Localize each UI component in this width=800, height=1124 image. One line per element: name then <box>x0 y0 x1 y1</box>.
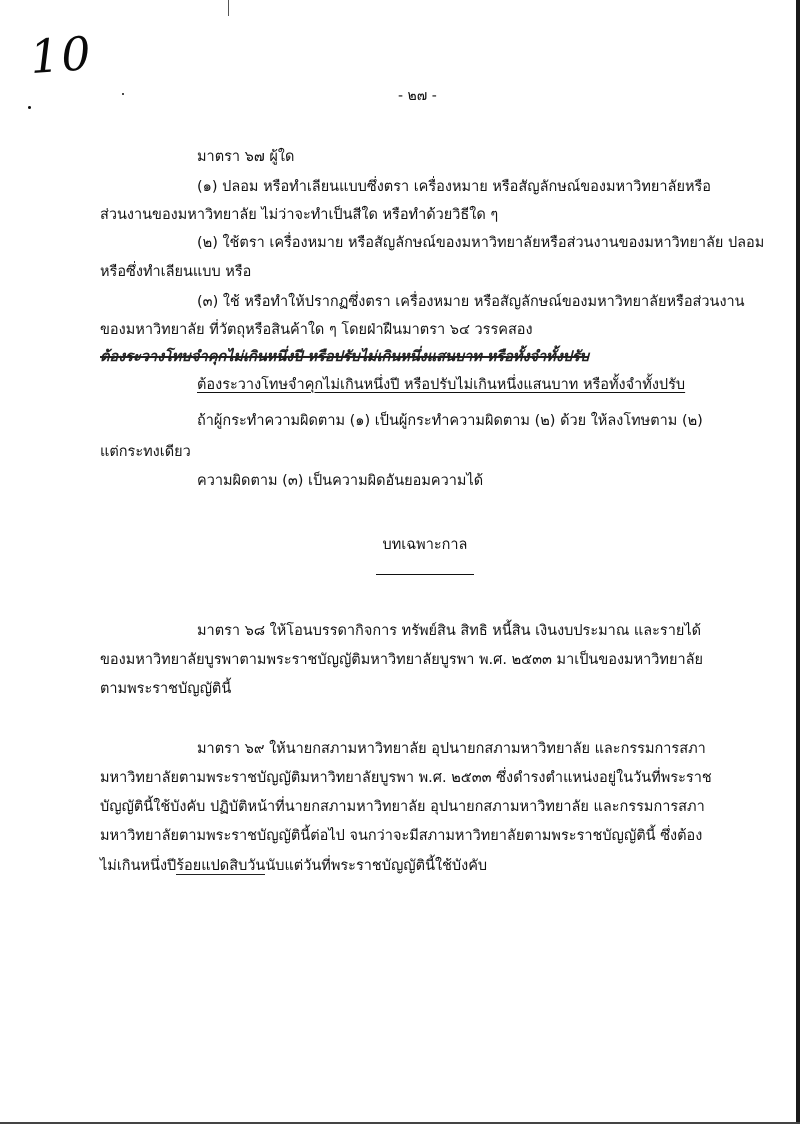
text-line: แต่กระทงเดียว <box>100 444 191 460</box>
section-69-first-line: มาตรา ๖๙ ให้นายกสภามหาวิทยาลัย อุปนายกสภามหาวิทยาลัย และกรรมการสภา <box>197 741 706 757</box>
text-line: (๑) ปลอม หรือทำเลียนแบบซึ่งตรา เครื่องหมาย หรือสัญลักษณ์ของมหาวิทยาลัยหรือ <box>197 179 711 195</box>
section-68-first-line: มาตรา ๖๘ ให้โอนบรรดากิจการ ทรัพย์สิน สิทธิ หนี้สิน เงินงบประมาณ และรายได้ <box>197 623 702 639</box>
text-line <box>100 856 487 876</box>
scan-speck <box>28 106 31 109</box>
text-segment: ไม่เกินหนึ่งปี <box>100 858 177 874</box>
text-line: (๒) ใช้ตรา เครื่องหมาย หรือสัญลักษณ์ของมหาวิทยาลัยหรือส่วนงานของมหาวิทยาลัย ปลอม <box>197 235 765 251</box>
scan-speck <box>122 93 124 95</box>
scan-edge <box>796 0 800 1124</box>
text-segment: นับแต่วันที่พระราชบัญญัตินี้ใช้บังคับ <box>265 858 488 874</box>
text-line: ส่วนงานของมหาวิทยาลัย ไม่ว่าจะทำเป็นสีใด หรือทำด้วยวิธีใด ๆ <box>100 207 499 223</box>
handwritten-underline-segment: ร้อยแปดสิบวัน <box>176 858 266 874</box>
text-line: หรือซึ่งทำเลียนแบบ หรือ <box>100 264 252 280</box>
chapter-heading: บทเฉพาะกาล <box>382 537 468 553</box>
heading-divider <box>376 574 474 575</box>
section-67-heading: มาตรา ๖๗ ผู้ใด <box>197 149 295 165</box>
struck-penalty-line: ต้องระวางโทษจำคุกไม่เกินหนึ่งปี หรือปรับไม่เกินหนึ่งแสนบาท หรือทั้งจำทั้งปรับ <box>100 349 589 365</box>
text-line: มหาวิทยาลัยตามพระราชบัญญัติมหาวิทยาลัยบูรพา พ.ศ. ๒๕๓๓ ซึ่งดำรงตำแหน่งอยู่ในวันที่พระราช <box>100 770 712 786</box>
page-number: - ๒๗ - <box>398 88 437 104</box>
text-line: (๓) ใช้ หรือทำให้ปรากฏซึ่งตรา เครื่องหมาย หรือสัญลักษณ์ของมหาวิทยาลัยหรือส่วนงาน <box>197 294 745 310</box>
text-line: ถ้าผู้กระทำความผิดตาม (๑) เป็นผู้กระทำความผิดตาม (๒) ด้วย ให้ลงโทษตาม (๒) <box>197 413 703 429</box>
text-line: ความผิดตาม (๓) เป็นความผิดอันยอมความได้ <box>197 473 484 489</box>
handwritten-page-mark: 10 <box>28 25 95 85</box>
text-line: มหาวิทยาลัยตามพระราชบัญญัตินี้ต่อไป จนกว่าจะมีสภามหาวิทยาลัยตามพระราชบัญญัตินี้ ซึ่งต้อง <box>100 828 703 844</box>
text-line: ตามพระราชบัญญัตินี้ <box>100 681 232 697</box>
text-line: บัญญัตินี้ใช้บังคับ ปฏิบัติหน้าที่นายกสภามหาวิทยาลัย อุปนายกสภามหาวิทยาลัย และกรรมการสภา <box>100 799 705 815</box>
text-line: ของมหาวิทยาลัย ที่วัตถุหรือสินค้าใด ๆ โดยฝ่าฝืนมาตรา ๖๔ วรรคสอง <box>100 322 533 338</box>
revised-penalty-line: ต้องระวางโทษจำคุกไม่เกินหนึ่งปี หรือปรับไม่เกินหนึ่งแสนบาท หรือทั้งจำทั้งปรับ <box>197 377 686 393</box>
scan-artifact <box>228 0 229 16</box>
text-line: ของมหาวิทยาลัยบูรพาตามพระราชบัญญัติมหาวิทยาลัยบูรพา พ.ศ. ๒๕๓๓ มาเป็นของมหาวิทยาลัย <box>100 652 704 668</box>
